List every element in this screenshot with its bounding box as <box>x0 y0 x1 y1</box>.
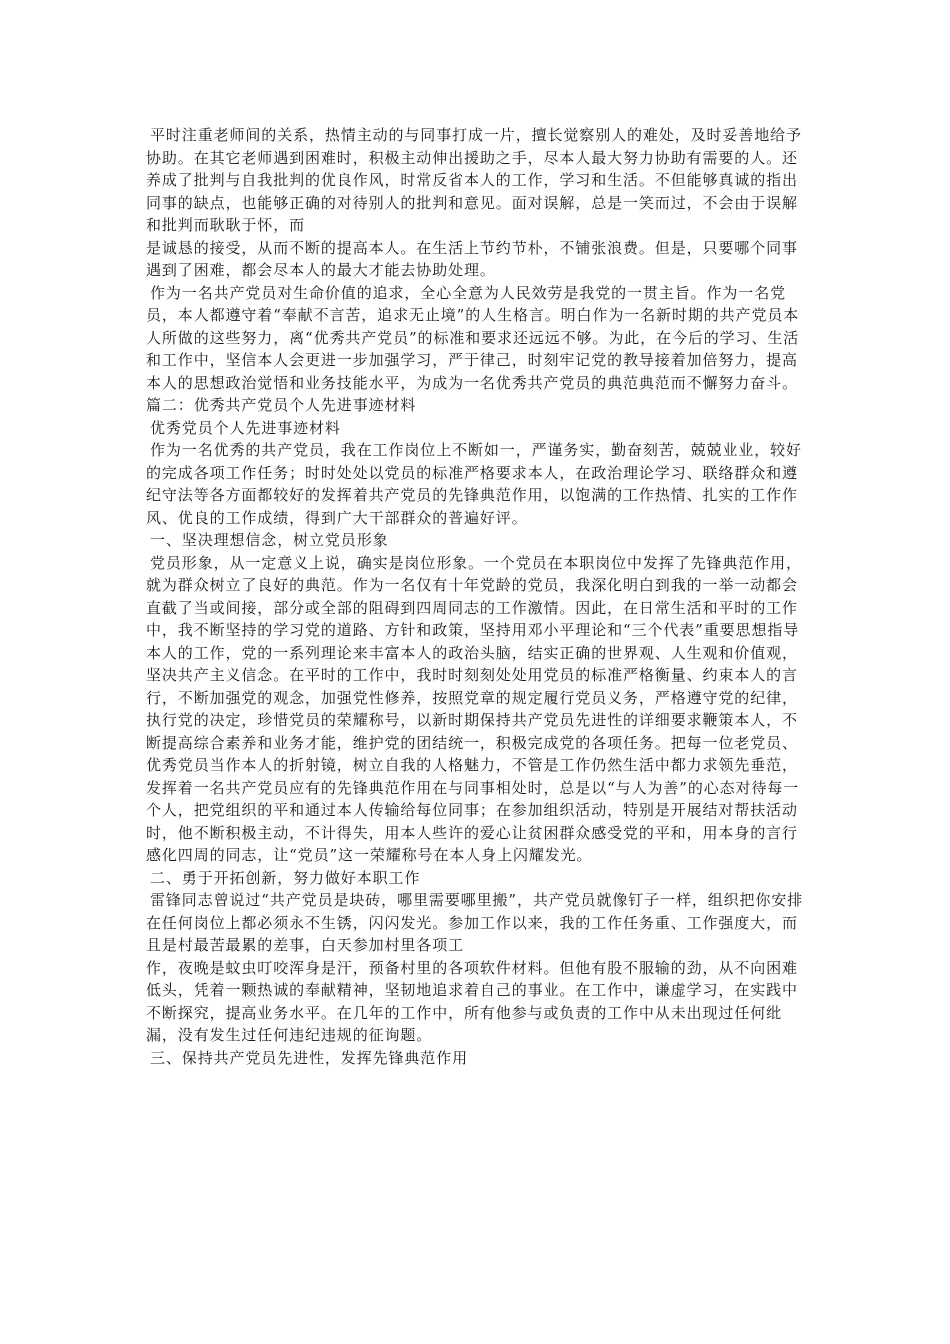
section-title-chapter-2: 篇二：优秀共产党员个人先进事迹材料 <box>146 396 417 414</box>
paragraph-3: 作为一名共产党员对生命价值的追求，全心全意为人民效劳是我党的一贯主旨。作为一名党员，本人都遵守着“奉献不言苦，追求无止境”的人生格言。明白作为一名新时期的共产党员本人所做的这些努力，离“优秀共产党员”的标准和要求还远远不够。为此，在今后的学习、生活和工作中，坚信本人会更进一步加强学习，严于律己，时刻牢记党的教导接着加倍努力，提高本人的思想政治觉悟和业务技能水平，为成为一名优秀共产党员的典范典范而不懈努力奋斗。 <box>146 283 800 392</box>
paragraph-4: 作为一名优秀的共产党员，我在工作岗位上不断如一，严谨务实，勤奋刻苦，兢兢业业，较好的完成各项工作任务；时时处处以党员的标准严格要求本人，在政治理论学习、联络群众和遵纪守法等各方面都较好的发挥着共产党员的先锋典范作用，以饱满的工作热情、扎实的工作作风、优良的工作成绩，得到广大干部群众的普遍好评。 <box>146 441 802 527</box>
paragraph-5: 党员形象，从一定意义上说，确实是岗位形象。一个党员在本职岗位中发挥了先锋典范作用，就为群众树立了良好的典范。作为一名仅有十年党龄的党员，我深化明白到我的一举一动都会直截了当或间接，部分或全部的阻碍到四周同志的工作激情。因此，在日常生活和平时的工作中，我不断坚持的学习党的道路、方针和政策，坚持用邓小平理论和“三个代表”重要思想指导本人的工作，党的一系列理论来丰富本人的政治头脑，结实正确的世界观、人生观和价值观，坚决共产主义信念。在平时的工作中，我时时刻刻处处用党员的标准严格衡量、约束本人的言行，不断加强党的观念，加强党性修养，按照党章的规定履行党员义务，严格遵守党的纪律，执行党的决定，珍惜党员的荣耀称号，以新时期保持共产党员先进性的详细要求鞭策本人，不断提高综合素养和业务才能，维护党的团结统一，积极完成党的各项任务。把每一位老党员、优秀党员当作本人的折射镜，树立自我的人格魅力，不管是工作仍然生活中都力求领先垂范，发挥着一名共产党员应有的先锋典范作用在与同事相处时，总是以“与人为善”的心态对待每一个人，把党组织的平和通过本人传输给每位同事；在参加组织活动，特别是开展结对帮扶活动时，他不断积极主动，不计得失，用本人些许的爱心让贫困群众感受党的平和，用本身的言行感化四周的同志，让“党员”这一荣耀称号在本人身上闪耀发光。 <box>146 553 802 864</box>
document-body <box>146 124 811 1069</box>
paragraph-7: 作，夜晚是蚊虫叮咬浑身是汗，预备村里的各项软件材料。但他有股不服输的劲，从不向困难低头，凭着一颗热诚的奉献精神，坚韧地追求着自己的事业。在工作中，谦虚学习，在实践中不断探究，提高业务水平。在几年的工作中，所有他参与或负责的工作中从未出现过任何纰漏，没有发生过任何违纪违规的征询题。 <box>146 958 798 1044</box>
heading-section-2: 二、勇于开拓创新，努力做好本职工作 <box>150 868 421 887</box>
heading-section-1: 一、坚决理想信念，树立党员形象 <box>150 531 389 549</box>
paragraph-6: 雷锋同志曾说过“共产党员是块砖，哪里需要哪里搬”，共产党员就像钉子一样，组织把你安排在任何岗位上都必须永不生锈，闪闪发光。参加工作以来，我的工作任务重、工作强度大，而且是村最苦最累的差事，白天参加村里各项工 <box>146 891 804 954</box>
subtitle-materials: 优秀党员个人先进事迹材料 <box>150 418 341 437</box>
paragraph-2: 是诚恳的接受，从而不断的提高本人。在生活上节约节朴，不铺张浪费。但是，只要哪个同事遇到了困难，都会尽本人的最大才能去协助处理。 <box>146 238 798 279</box>
paragraph-1: 平时注重老师间的关系，热情主动的与同事打成一片，擅长觉察别人的难处，及时妥善地给予协助。在其它老师遇到困难时，积极主动伸出援助之手，尽本人最大努力协助有需要的人。还养成了批判与自我批判的优良作风，时常反省本人的工作，学习和生活。不但能够真诚的指出同事的缺点，也能够正确的对待别人的批判和意见。面对误解，总是一笑而过，不会由于误解和批判而耿耿于怀，而 <box>146 126 802 234</box>
heading-section-3: 三、保持共产党员先进性，发挥先锋典范作用 <box>150 1048 469 1067</box>
